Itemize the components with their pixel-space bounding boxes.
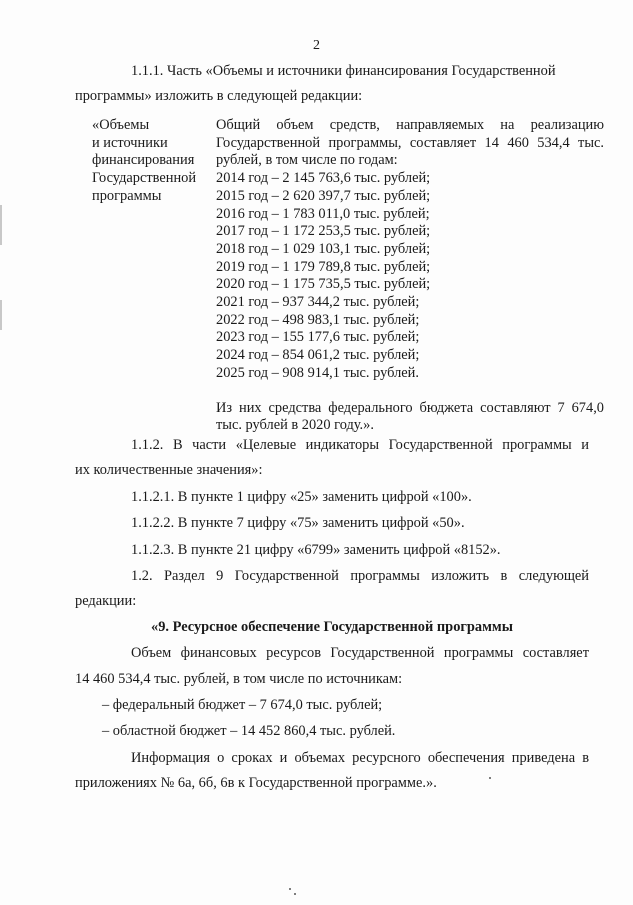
year-amount-item: 2023 год – 155 177,6 тыс. рублей; <box>216 329 420 346</box>
financing-label-column <box>92 117 212 206</box>
paragraph-1-1-2-2: 1.1.2.2. В пункте 7 цифру «75» заменить цифрой «50». <box>131 515 465 531</box>
financing-total-line: Общий объем средств, направляемых на реализацию <box>216 117 604 133</box>
year-amount-item: 2019 год – 1 179 789,8 тыс. рублей; <box>216 258 431 275</box>
federal-budget-note <box>216 400 604 435</box>
source-regional-item: – областной бюджет – 14 452 860,4 тыс. рублей. <box>102 723 396 739</box>
paragraph-1-1-1-line2: программы» изложить в следующей редакции: <box>75 88 363 104</box>
source-federal-item: – федеральный бюджет – 7 674,0 тыс. рублей; <box>102 697 383 713</box>
financing-total-text <box>216 117 604 170</box>
financing-label-line: «Объемы <box>92 117 150 133</box>
financing-label-line: Государственной <box>92 170 197 187</box>
year-amount-item: 2022 год – 498 983,1 тыс. рублей; <box>216 311 420 328</box>
paragraph-1-1-2-3: 1.1.2.3. В пункте 21 цифру «6799» заменить цифрой «8152». <box>131 542 501 558</box>
scan-speck <box>294 893 296 895</box>
paragraph-volume-line2: 14 460 534,4 тыс. рублей, в том числе по источникам: <box>75 671 403 687</box>
paragraph-1-1-1-line1: 1.1.1. Часть «Объемы и источники финансирования Государственной <box>131 63 556 79</box>
financing-total-line: Государственной программы, составляет 14 460 534,4 тыс. <box>216 134 604 151</box>
paragraph-1-1-2-line1: 1.1.2. В части «Целевые индикаторы Государственной программы и <box>131 437 589 453</box>
scan-speck <box>289 888 291 890</box>
paragraph-volume-line1: Объем финансовых ресурсов Государственной программы составляет <box>131 645 589 661</box>
scan-edge-mark <box>0 300 2 330</box>
scan-edge-mark <box>0 205 2 245</box>
paragraph-info-line1: Информация о сроках и объемах ресурсного обеспечения приведена в <box>131 750 589 766</box>
paragraph-1-2-line1: 1.2. Раздел 9 Государственной программы изложить в следующей <box>131 568 589 584</box>
scan-speck <box>489 777 491 779</box>
year-amount-item: 2018 год – 1 029 103,1 тыс. рублей; <box>216 240 431 257</box>
year-amount-item: 2017 год – 1 172 253,5 тыс. рублей; <box>216 223 431 240</box>
year-amount-item: 2014 год – 2 145 763,6 тыс. рублей; <box>216 170 431 187</box>
federal-budget-line: Из них средства федерального бюджета составляют 7 674,0 <box>216 399 604 416</box>
yearly-amounts-list <box>216 170 604 382</box>
paragraph-info-line2: приложениях № 6а, 6б, 6в к Государственной программе.». <box>75 775 437 791</box>
year-amount-item: 2021 год – 937 344,2 тыс. рублей; <box>216 294 420 311</box>
year-amount-item: 2016 год – 1 783 011,0 тыс. рублей; <box>216 205 430 222</box>
financing-label-line: программы <box>92 187 162 204</box>
paragraph-1-1-2-1: 1.1.2.1. В пункте 1 цифру «25» заменить цифрой «100». <box>131 489 472 505</box>
year-amount-item: 2024 год – 854 061,2 тыс. рублей; <box>216 347 420 364</box>
financing-label-line: финансирования <box>92 152 195 169</box>
page-number: 2 <box>313 38 320 53</box>
year-amount-item: 2025 год – 908 914,1 тыс. рублей. <box>216 364 419 381</box>
financing-label-line: и источники <box>92 134 168 151</box>
year-amount-item: 2015 год – 2 620 397,7 тыс. рублей; <box>216 187 431 204</box>
year-amount-item: 2020 год – 1 175 735,5 тыс. рублей; <box>216 276 431 293</box>
section-9-heading: «9. Ресурсное обеспечение Государственной программы <box>151 619 513 635</box>
financing-value-column <box>216 117 604 435</box>
paragraph-1-2-line2: редакции: <box>75 593 137 609</box>
financing-total-line: рублей, в том числе по годам: <box>216 152 398 169</box>
federal-budget-line: тыс. рублей в 2020 году.». <box>216 417 374 434</box>
paragraph-1-1-2-line2: их количественные значения»: <box>75 462 263 478</box>
